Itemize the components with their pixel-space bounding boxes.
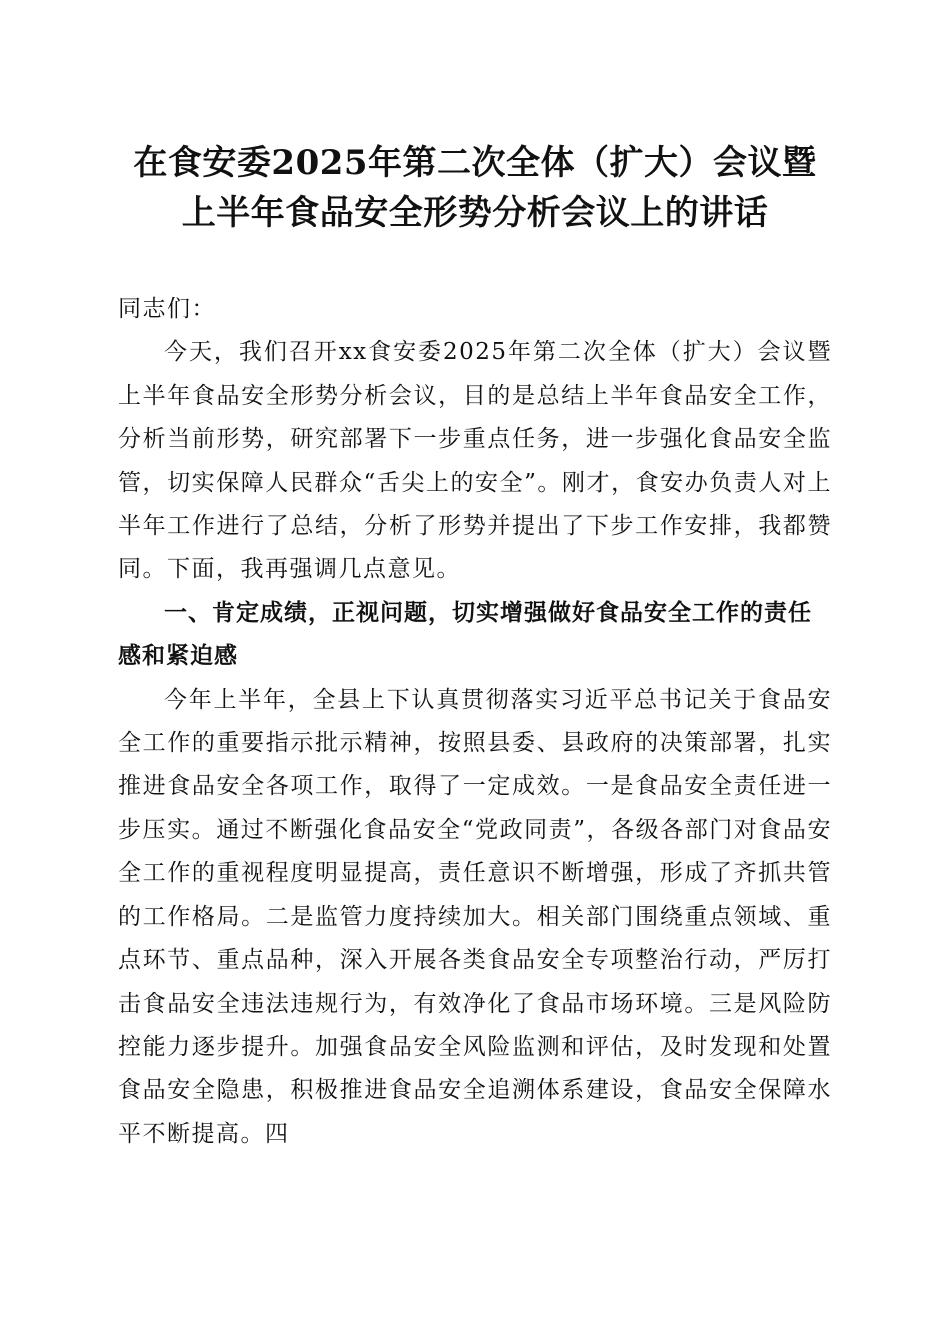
section-paragraph: 今年上半年，全县上下认真贯彻落实习近平总书记关于食品安全工作的重要指示批示精神，按照县委、县政府的决策部署，扎实推进食品安全各项工作，取得了一定成效。一是食品安全责任进一步压实。通过不断强化食品安全“党政同责”，各级各部门对食品安全工作的重视程度明显提高，责任意识不断增强，形成了齐抓共管的工作格局。二是监管力度持续加大。相关部门围绕重点领域、重点环节、重点品种，深入开展各类食品安全专项整治行动，严厉打击食品安全违法违规行为，有效净化了食品市场环境。三是风险防控能力逐步提升。加强食品安全风险监测和评估，及时发现和处置食品安全隐患，积极推进食品安全追溯体系建设，食品安全保障水平不断提高。四 xyxy=(118,686,832,1147)
title-line-2: 上半年食品安全形势分析会议上的讲话 xyxy=(181,193,769,233)
document-body xyxy=(118,288,832,1156)
opening-paragraph: 今天，我们召开xx食安委2025年第二次全体（扩大）会议暨上半年食品安全形势分析会议，目的是总结上半年食品安全工作，分析当前形势，研究部署下一步重点任务，进一步强化食品安全监管，切实保障人民群众“舌尖上的安全”。刚才，食安办负责人对上半年工作进行了总结，分析了形势并提出了下步工作安排，我都赞同。下面，我再强调几点意见。 xyxy=(118,339,832,583)
section-heading: 一、肯定成绩，正视问题，切实增强做好食品安全工作的责任感和紧迫感 xyxy=(118,599,812,670)
document-title xyxy=(118,138,832,238)
salutation: 同志们： xyxy=(118,296,216,322)
title-line-1: 在食安委2025年第二次全体（扩大）会议暨 xyxy=(133,143,817,183)
